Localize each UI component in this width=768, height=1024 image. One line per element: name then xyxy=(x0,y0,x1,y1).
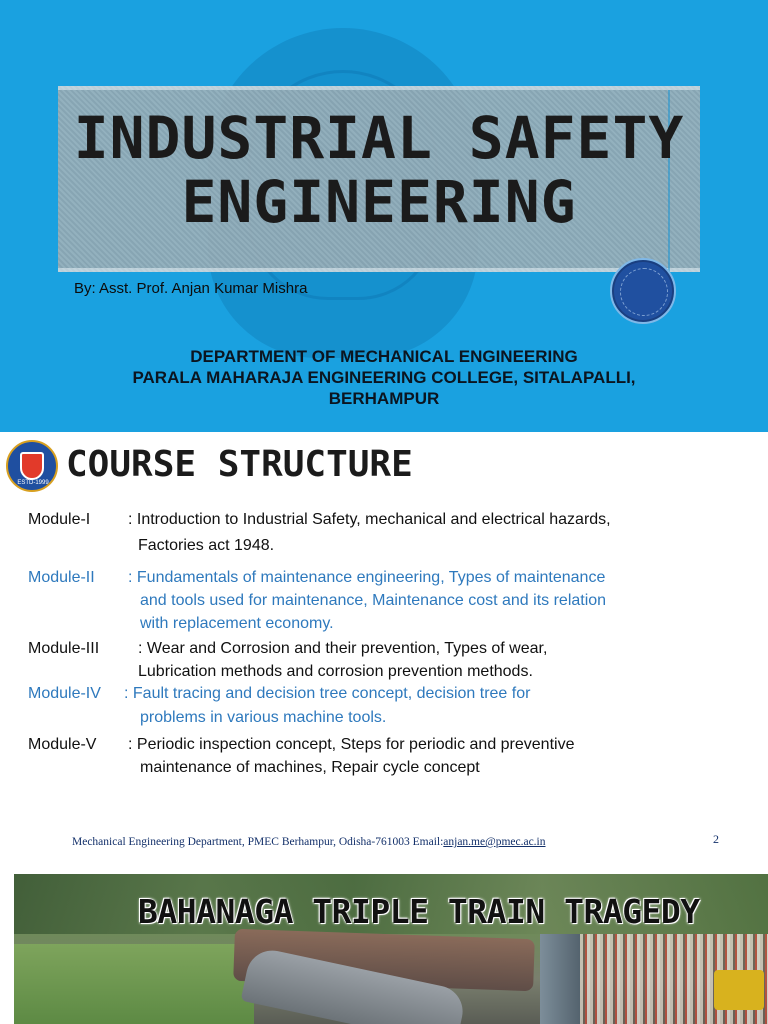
dept-line-3: BERHAMPUR xyxy=(328,389,440,408)
photo-field xyxy=(14,944,254,1024)
slide-title xyxy=(58,106,700,234)
module-2 xyxy=(28,566,748,636)
slide-footer xyxy=(72,836,546,848)
module-3 xyxy=(28,637,748,683)
course-structure-slide xyxy=(0,432,768,864)
module-1 xyxy=(28,508,748,556)
module-desc-line-1: : Wear and Corrosion and their prevention, Types of wear, xyxy=(138,640,548,657)
module-name: Module-III xyxy=(28,640,100,657)
logo-shield-icon xyxy=(20,452,44,480)
module-description xyxy=(128,566,748,635)
dept-line-2: PARALA MAHARAJA ENGINEERING COLLEGE, SITALAPALLI, xyxy=(132,368,636,387)
module-5 xyxy=(28,733,748,781)
module-desc-line-2: problems in various machine tools. xyxy=(140,709,387,726)
module-4 xyxy=(28,682,748,730)
title-line-1: INDUSTRIAL SAFETY xyxy=(73,104,685,172)
module-name: Module-IV xyxy=(28,685,101,702)
author-byline: By: Asst. Prof. Anjan Kumar Mishra xyxy=(74,280,308,297)
module-desc-line-1: : Introduction to Industrial Safety, mechanical and electrical hazards, xyxy=(128,511,611,528)
module-desc-line-2: and tools used for maintenance, Maintenance cost and its relation xyxy=(140,592,607,609)
train-tragedy-slide xyxy=(14,874,768,1024)
module-name: Module-V xyxy=(28,736,97,753)
module-description xyxy=(124,682,748,729)
department-block xyxy=(0,346,768,409)
logo-year: ESTD-1999 xyxy=(17,480,49,486)
footer-text: Mechanical Engineering Department, PMEC Berhampur, Odisha-761003 Email: xyxy=(72,836,444,848)
dept-line-1: DEPARTMENT OF MECHANICAL ENGINEERING xyxy=(190,347,578,366)
footer-email-link[interactable]: anjan.me@pmec.ac.in xyxy=(443,836,546,848)
module-desc-line-2: Lubrication methods and corrosion prevention methods. xyxy=(138,663,533,680)
page-number: 2 xyxy=(713,832,719,846)
tragedy-title: BAHANAGA TRIPLE TRAIN TRAGEDY xyxy=(138,892,700,931)
module-name: Module-I xyxy=(28,511,91,528)
module-desc-line-1: : Fault tracing and decision tree concept, decision tree for xyxy=(124,685,531,702)
module-description xyxy=(128,733,748,779)
title-line-2: ENGINEERING xyxy=(181,168,577,236)
module-description xyxy=(128,508,748,557)
module-description xyxy=(138,637,748,683)
photo-standing-coach xyxy=(540,934,580,1024)
module-desc-line-2: maintenance of machines, Repair cycle concept xyxy=(140,759,480,776)
module-desc-line-2: Factories act 1948. xyxy=(138,537,275,554)
course-structure-title: COURSE STRUCTURE xyxy=(66,444,413,485)
decorative-circle-icon xyxy=(610,258,676,324)
module-name: Module-II xyxy=(28,569,95,586)
photo-crane xyxy=(714,970,764,1010)
module-desc-line-1: : Fundamentals of maintenance engineering, Types of maintenance xyxy=(128,569,606,586)
title-slide xyxy=(0,0,768,432)
module-desc-line-3: with replacement economy. xyxy=(140,615,334,632)
college-logo-icon xyxy=(6,440,58,492)
module-desc-line-1: : Periodic inspection concept, Steps for periodic and preventive xyxy=(128,736,575,753)
